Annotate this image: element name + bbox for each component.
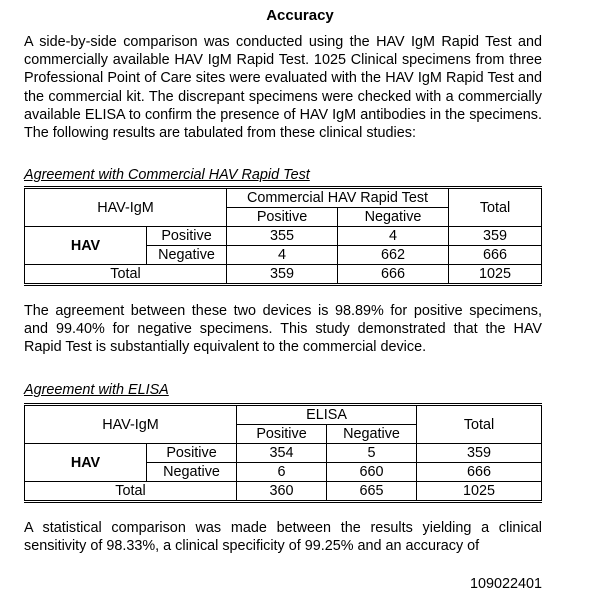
table-row <box>25 227 542 246</box>
total-header: Total <box>417 405 542 444</box>
cell: 359 <box>449 227 542 246</box>
cell: 666 <box>338 265 449 285</box>
column-group-header: Commercial HAV Rapid Test <box>227 188 449 208</box>
page-title: Accuracy <box>266 7 334 24</box>
cell: 666 <box>417 463 542 482</box>
row-label: Negative <box>147 246 227 265</box>
total-row-label: Total <box>25 265 227 285</box>
cell: 354 <box>237 444 327 463</box>
cell: 6 <box>237 463 327 482</box>
cell: 359 <box>417 444 542 463</box>
commercial-agreement-table <box>24 186 542 286</box>
row-label: Positive <box>147 444 237 463</box>
elisa-agreement-table <box>24 403 542 503</box>
column-group-header: ELISA <box>237 405 417 425</box>
table-header-row <box>25 188 542 208</box>
cell: 662 <box>338 246 449 265</box>
row-group-label: HAV <box>25 444 147 482</box>
intro-paragraph: A side-by-side comparison was conducted using the HAV IgM Rapid Test and commercially available HAV IgM Rapid Test. 1025 Clinical specimens from three Professional Point of Care sites were evaluated with the HAV IgM Rapid Test and the commercial kit. The discrepant specimens were checked with a commercially available ELISA to confirm the presence of HAV IgM antibodies in the specimens. The following results are tabulated from these clinical studies: <box>24 34 542 142</box>
negative-header: Negative <box>338 208 449 227</box>
cell: 660 <box>327 463 417 482</box>
cell: 4 <box>338 227 449 246</box>
table-corner: HAV-IgM <box>25 188 227 227</box>
total-row <box>25 482 542 502</box>
cell: 4 <box>227 246 338 265</box>
table2-heading: Agreement with ELISA <box>24 382 169 398</box>
positive-header: Positive <box>227 208 338 227</box>
document-number: 109022401 <box>469 576 542 592</box>
cell: 5 <box>327 444 417 463</box>
cell: 1025 <box>417 482 542 502</box>
statistics-paragraph: A statistical comparison was made between the results yielding a clinical sensitivity of 98.33%, a clinical specificity of 99.25% and an accuracy of <box>24 520 542 555</box>
negative-header: Negative <box>327 425 417 444</box>
total-header: Total <box>449 188 542 227</box>
cell: 360 <box>237 482 327 502</box>
cell: 666 <box>449 246 542 265</box>
table-header-row <box>25 405 542 425</box>
table-corner: HAV-IgM <box>25 405 237 444</box>
row-label: Negative <box>147 463 237 482</box>
row-label: Positive <box>147 227 227 246</box>
total-row <box>25 265 542 285</box>
table-row <box>25 444 542 463</box>
cell: 665 <box>327 482 417 502</box>
agreement-paragraph: The agreement between these two devices is 98.89% for positive specimens, and 99.40% for negative specimens. This study demonstrated that the HAV Rapid Test is substantially equivalent to the commercial device. <box>24 303 542 356</box>
positive-header: Positive <box>237 425 327 444</box>
cell: 359 <box>227 265 338 285</box>
cell: 355 <box>227 227 338 246</box>
row-group-label: HAV <box>25 227 147 265</box>
total-row-label: Total <box>25 482 237 502</box>
table1-heading: Agreement with Commercial HAV Rapid Test <box>24 167 310 183</box>
cell: 1025 <box>449 265 542 285</box>
